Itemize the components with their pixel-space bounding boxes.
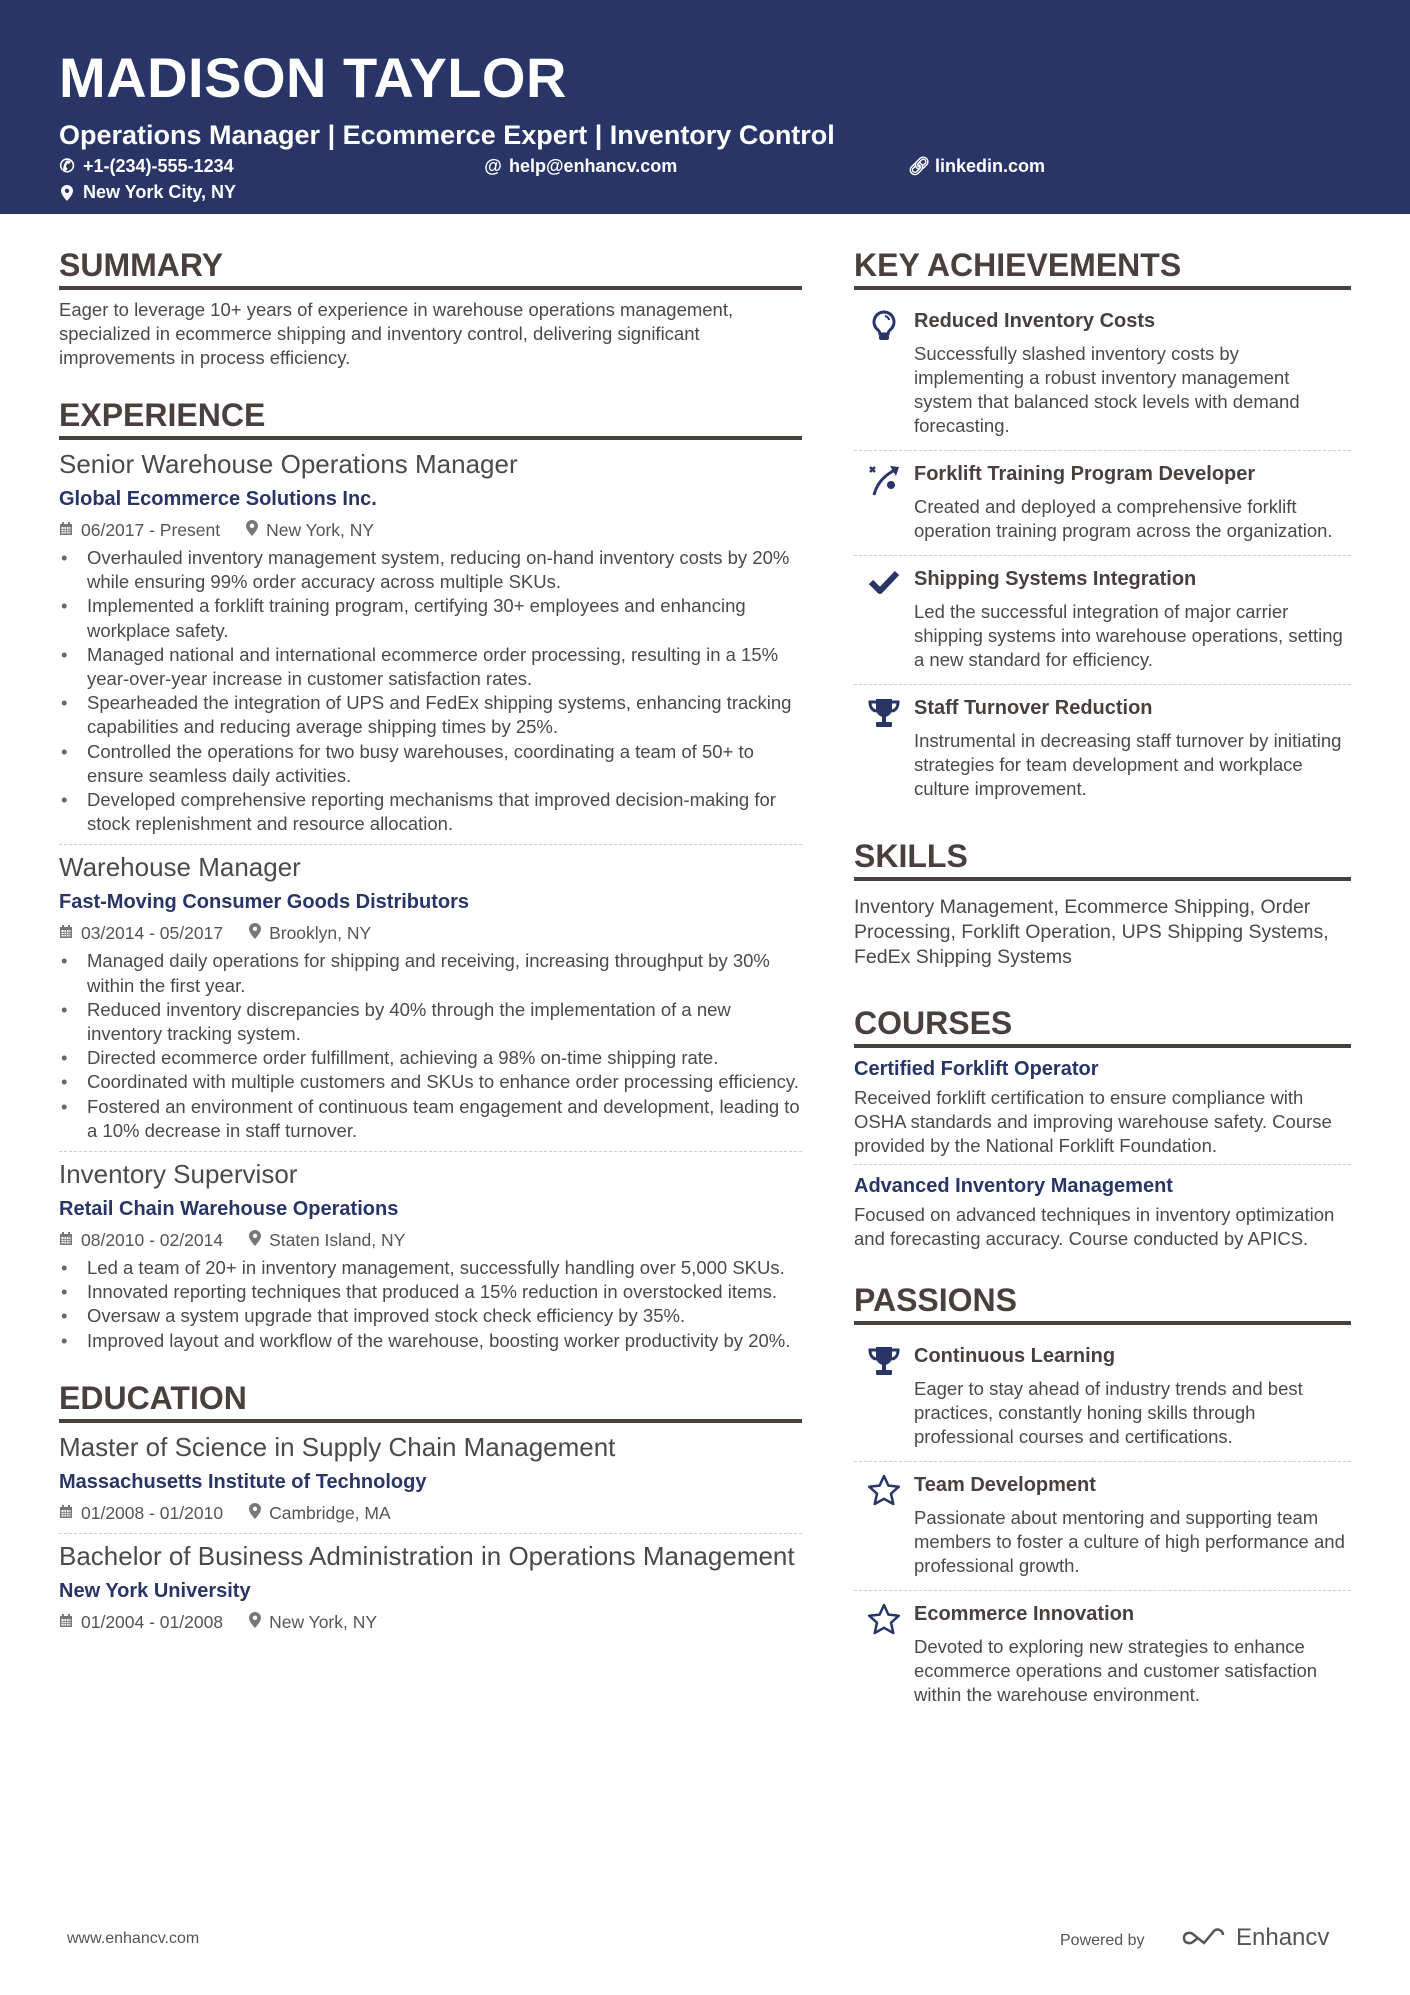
school: New York University bbox=[59, 1579, 251, 1602]
passions-item bbox=[854, 1591, 1351, 1713]
check-icon bbox=[854, 566, 914, 672]
calendar-icon bbox=[59, 921, 73, 945]
item-title: Reduced Inventory Costs bbox=[914, 310, 1156, 332]
job-entry bbox=[59, 448, 802, 836]
job-title: Senior Warehouse Operations Manager bbox=[59, 449, 518, 479]
location-pin-icon bbox=[249, 1228, 261, 1252]
dates: 08/2010 - 02/2014 bbox=[81, 1230, 224, 1251]
courses-title: COURSES bbox=[854, 1004, 1351, 1048]
achievements-item bbox=[854, 298, 1351, 444]
phone: +1-(234)-555-1234 bbox=[83, 156, 234, 176]
passions-title: PASSIONS bbox=[854, 1281, 1351, 1325]
item-title: Ecommerce Innovation bbox=[914, 1603, 1135, 1625]
bullet: • Reduced inventory discrepancies by 40% through the implementation of a new inventory tracking system. bbox=[59, 998, 802, 1046]
bullet: • Improved layout and workflow of the warehouse, boosting worker productivity by 20%. bbox=[59, 1329, 802, 1353]
achievements-item bbox=[854, 556, 1351, 678]
education-entry bbox=[59, 1431, 802, 1525]
school: Massachusetts Institute of Technology bbox=[59, 1470, 427, 1493]
email[interactable]: help@enhancv.com bbox=[509, 156, 678, 176]
bullet: • Directed ecommerce order fulfillment, achieving a 98% on-time shipping rate. bbox=[59, 1046, 802, 1070]
passions-item bbox=[854, 1333, 1351, 1455]
item-desc: Devoted to exploring new strategies to enhance ecommerce operations and customer satisfaction within the warehouse environment. bbox=[914, 1636, 1318, 1705]
company: Global Ecommerce Solutions Inc. bbox=[59, 488, 377, 510]
at-icon: @ bbox=[484, 156, 502, 176]
education-entry bbox=[59, 1540, 802, 1634]
divider bbox=[854, 1164, 1351, 1165]
bullet: • Managed daily operations for shipping and receiving, increasing throughput by 30% within the first year. bbox=[59, 949, 802, 997]
experience-title: EXPERIENCE bbox=[59, 396, 802, 440]
bullet: • Led a team of 20+ in inventory management, successfully handling over 5,000 SKUs. bbox=[59, 1256, 802, 1280]
item-desc: Led the successful integration of major carrier shipping systems into warehouse operations, setting a new standard for efficiency. bbox=[914, 601, 1343, 670]
left-column bbox=[59, 214, 802, 1634]
meta-row bbox=[59, 1228, 802, 1252]
item-desc: Instrumental in decreasing staff turnover by initiating strategies for team development and workplace culture improvement. bbox=[914, 730, 1342, 799]
degree: Master of Science in Supply Chain Management bbox=[59, 1431, 616, 1462]
lightbulb-icon bbox=[854, 308, 914, 438]
item-title: Continuous Learning bbox=[914, 1345, 1116, 1367]
location-icon bbox=[59, 185, 75, 201]
calendar-icon bbox=[59, 1610, 73, 1634]
item-desc: Successfully slashed inventory costs by implementing a robust inventory management system that balanced stock levels with demand forecasting. bbox=[914, 343, 1300, 436]
skills-title: SKILLS bbox=[854, 837, 1351, 881]
meta-row bbox=[59, 518, 802, 542]
item-title: Team Development bbox=[914, 1474, 1096, 1496]
job-title: Inventory Supervisor bbox=[59, 1159, 298, 1190]
phone-icon: ✆ bbox=[59, 156, 75, 176]
course-entry bbox=[854, 1056, 1351, 1158]
strategy-icon bbox=[854, 461, 914, 543]
company: Fast-Moving Consumer Goods Distributors bbox=[59, 891, 470, 914]
course-desc: Received forklift certification to ensure compliance with OSHA standards and improving warehouse safety. Course provided by the National Forklift Foundation. bbox=[854, 1087, 1332, 1156]
resume-header bbox=[0, 0, 1410, 214]
powered-by: Powered by bbox=[1060, 1932, 1145, 1949]
dates: 01/2008 - 01/2010 bbox=[81, 1502, 224, 1523]
divider bbox=[59, 844, 802, 845]
location: New York City, NY bbox=[83, 182, 237, 202]
bullet: • Fostered an environment of continuous team engagement and development, leading to a 10% decrease in staff turnover. bbox=[59, 1095, 802, 1143]
star-icon bbox=[854, 1472, 914, 1578]
calendar-icon bbox=[59, 518, 73, 542]
item-title: Staff Turnover Reduction bbox=[914, 697, 1153, 719]
bullet: • Managed national and international ecommerce order processing, resulting in a 15% year-over-year increase in customer satisfaction rates. bbox=[59, 643, 802, 691]
item-title: Shipping Systems Integration bbox=[914, 568, 1197, 590]
enhancv-logo bbox=[1180, 1924, 1329, 1952]
location-pin-icon bbox=[249, 1501, 261, 1525]
course-title: Certified Forklift Operator bbox=[854, 1058, 1099, 1080]
meta-row bbox=[59, 1501, 802, 1525]
bullet: • Spearheaded the integration of UPS and FedEx shipping systems, enhancing tracking capabilities and reducing average shipping times by 25%. bbox=[59, 691, 802, 739]
right-column bbox=[854, 214, 1351, 1713]
bullet: • Oversaw a system upgrade that improved stock check efficiency by 35%. bbox=[59, 1304, 802, 1328]
link-icon: 🔗︎ bbox=[907, 156, 931, 176]
divider bbox=[59, 1533, 802, 1534]
dates: 03/2014 - 05/2017 bbox=[81, 923, 224, 944]
location: Brooklyn, NY bbox=[269, 923, 372, 944]
location-pin-icon bbox=[249, 1610, 261, 1634]
summary-title: SUMMARY bbox=[59, 246, 802, 290]
star-icon bbox=[854, 1601, 914, 1707]
education-title: EDUCATION bbox=[59, 1379, 802, 1423]
location-pin-icon bbox=[249, 921, 261, 945]
tagline: Operations Manager | Ecommerce Expert | Inventory Control bbox=[59, 120, 835, 150]
enhancv-logo-icon bbox=[1180, 1926, 1228, 1950]
item-desc: Eager to stay ahead of industry trends and best practices, constantly honing skills through professional courses and certifications. bbox=[914, 1378, 1303, 1447]
footer-website[interactable]: www.enhancv.com bbox=[67, 1930, 200, 1947]
job-entry bbox=[59, 1158, 802, 1353]
meta-row bbox=[59, 1610, 802, 1634]
skills-text: Inventory Management, Ecommerce Shipping, Order Processing, Forklift Operation, UPS Shipping Systems, FedEx Shipping Systems bbox=[854, 896, 1329, 968]
divider bbox=[59, 1151, 802, 1152]
location: Cambridge, MA bbox=[269, 1502, 391, 1523]
bullet: • Controlled the operations for two busy warehouses, coordinating a team of 50+ to ensure seamless daily activities. bbox=[59, 740, 802, 788]
enhancv-brand: Enhancv bbox=[1236, 1924, 1330, 1951]
course-title: Advanced Inventory Management bbox=[854, 1175, 1173, 1197]
bullet: • Coordinated with multiple customers and SKUs to enhance order processing efficiency. bbox=[59, 1070, 802, 1094]
passions-item bbox=[854, 1462, 1351, 1584]
bullet: • Developed comprehensive reporting mechanisms that improved decision-making for stock replenishment and resource allocation. bbox=[59, 788, 802, 836]
linkedin[interactable]: linkedin.com bbox=[935, 156, 1046, 176]
item-desc: Passionate about mentoring and supporting team members to foster a culture of high performance and professional growth. bbox=[914, 1507, 1345, 1576]
calendar-icon bbox=[59, 1501, 73, 1525]
location-pin-icon bbox=[246, 518, 258, 542]
dates: 01/2004 - 01/2008 bbox=[81, 1611, 224, 1632]
degree: Bachelor of Business Administration in Operations Management bbox=[59, 1540, 795, 1571]
meta-row bbox=[59, 921, 802, 945]
course-entry bbox=[854, 1173, 1351, 1251]
summary-text: Eager to leverage 10+ years of experience in warehouse operations management, specialized in ecommerce shipping and inventory control, delivering significant improvements in process efficiency. bbox=[59, 299, 734, 368]
location: New York, NY bbox=[266, 520, 375, 540]
trophy-icon bbox=[854, 695, 914, 801]
job-title: Warehouse Manager bbox=[59, 852, 301, 883]
bullet: • Innovated reporting techniques that produced a 15% reduction in overstocked items. bbox=[59, 1280, 802, 1304]
calendar-icon bbox=[59, 1228, 73, 1252]
job-entry bbox=[59, 851, 802, 1143]
bullet: • Implemented a forklift training program, certifying 30+ employees and enhancing workplace safety. bbox=[59, 594, 802, 642]
bullet: • Overhauled inventory management system, reducing on-hand inventory costs by 20% while ensuring 99% order accuracy across multiple SKUs. bbox=[59, 546, 802, 594]
item-title: Forklift Training Program Developer bbox=[914, 463, 1256, 485]
location: Staten Island, NY bbox=[269, 1230, 406, 1251]
achievements-title: KEY ACHIEVEMENTS bbox=[854, 246, 1351, 290]
company: Retail Chain Warehouse Operations bbox=[59, 1198, 399, 1221]
achievements-item bbox=[854, 685, 1351, 807]
achievements-item bbox=[854, 451, 1351, 549]
location: New York, NY bbox=[269, 1611, 378, 1632]
course-desc: Focused on advanced techniques in inventory optimization and forecasting accuracy. Course conducted by APICS. bbox=[854, 1204, 1335, 1249]
item-desc: Created and deployed a comprehensive forklift operation training program across the organization. bbox=[914, 496, 1333, 541]
dates: 06/2017 - Present bbox=[81, 520, 221, 540]
candidate-name: MADISON TAYLOR bbox=[59, 46, 567, 109]
trophy-icon bbox=[854, 1343, 914, 1449]
